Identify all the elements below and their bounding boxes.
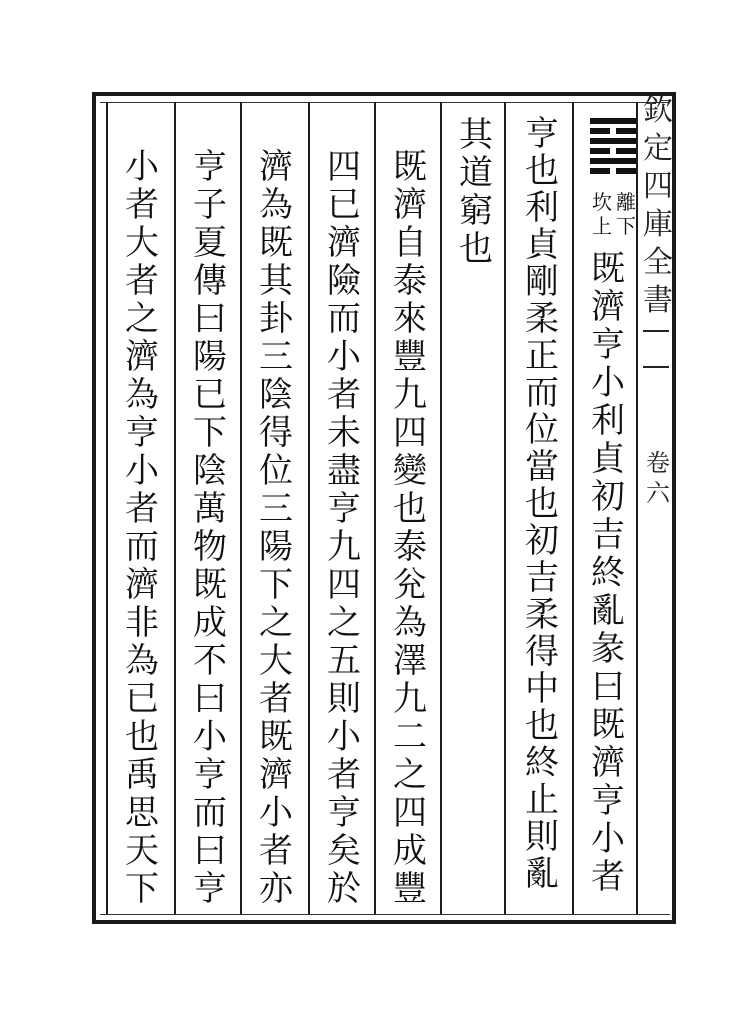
column-char: 剛 xyxy=(525,262,559,302)
margin-char: 庫 xyxy=(643,207,673,242)
column-char: 泰 xyxy=(393,261,427,301)
column-char: 三 xyxy=(259,489,293,529)
column-char: 也 xyxy=(525,706,559,746)
column-char: 陽 xyxy=(259,527,293,567)
column-rule xyxy=(174,102,176,914)
column-char: 濟 xyxy=(259,147,293,187)
column-char: 貞 xyxy=(525,225,559,265)
column-char: 者 xyxy=(259,831,293,871)
column-char: 已 xyxy=(193,375,227,415)
column-rule xyxy=(308,102,310,914)
column-char: 卦 xyxy=(259,299,293,339)
column-char: 亨 xyxy=(591,781,625,821)
column-char: 三 xyxy=(259,337,293,377)
column-char: 濟 xyxy=(591,287,625,327)
margin-char: 書 xyxy=(643,283,673,318)
column-char: 而 xyxy=(125,527,159,567)
column-char: 亨 xyxy=(525,114,559,154)
column-char: 亨 xyxy=(327,793,361,833)
column-char: 變 xyxy=(393,451,427,491)
column-char: 既 xyxy=(393,147,427,187)
hexagram-broken-line xyxy=(590,148,636,154)
column-char: 小 xyxy=(327,717,361,757)
column-char: 位 xyxy=(259,451,293,491)
text-column-6 xyxy=(246,148,306,908)
text-column-5 xyxy=(314,148,374,908)
column-char: 四 xyxy=(393,413,427,453)
column-rule xyxy=(440,102,442,914)
column-char: 者 xyxy=(259,679,293,719)
column-char: 下 xyxy=(259,565,293,605)
column-char: 者 xyxy=(327,755,361,795)
column-char: 也 xyxy=(525,151,559,191)
column-char: 亨 xyxy=(125,413,159,453)
margin-juan xyxy=(640,448,676,508)
column-rule xyxy=(374,102,376,914)
column-char: 也 xyxy=(393,489,427,529)
text-column-2 xyxy=(512,116,572,893)
column-char: 亨 xyxy=(193,147,227,187)
column-char: 中 xyxy=(525,669,559,709)
column-char: 大 xyxy=(259,641,293,681)
column-char: 濟 xyxy=(259,755,293,795)
column-char: 濟 xyxy=(591,743,625,783)
column-char: 豐 xyxy=(393,337,427,377)
column-char: 小 xyxy=(125,451,159,491)
column-char: 曰 xyxy=(193,679,227,719)
column-char: 陰 xyxy=(259,375,293,415)
column-char: 九 xyxy=(393,679,427,719)
column-char: 吉 xyxy=(525,558,559,598)
hexagram-broken-line xyxy=(590,128,636,134)
column-char: 既 xyxy=(259,717,293,757)
column-char: 也 xyxy=(525,484,559,524)
fishtail-mark xyxy=(643,330,669,368)
column-char: 小 xyxy=(259,793,293,833)
column-char: 禹 xyxy=(125,755,159,795)
column-char: 四 xyxy=(393,793,427,833)
column-char: 得 xyxy=(525,632,559,672)
column-char: 而 xyxy=(327,299,361,339)
text-column-7 xyxy=(180,148,240,908)
margin-char: 全 xyxy=(643,245,673,280)
text-column-8 xyxy=(112,148,172,908)
column-char: 者 xyxy=(327,375,361,415)
column-char: 盡 xyxy=(327,451,361,491)
column-char: 豐 xyxy=(393,869,427,909)
column-char: 濟 xyxy=(125,565,159,605)
column-char: 已 xyxy=(327,185,361,225)
column-char: 也 xyxy=(459,229,493,269)
margin-char: 欽 xyxy=(643,93,673,128)
column-char: 貞 xyxy=(591,439,625,479)
column-char: 物 xyxy=(193,527,227,567)
column-char: 為 xyxy=(393,603,427,643)
column-char: 為 xyxy=(125,641,159,681)
column-char: 止 xyxy=(525,780,559,820)
column-char: 者 xyxy=(591,857,625,897)
column-char: 四 xyxy=(327,147,361,187)
column-char: 亂 xyxy=(591,591,625,631)
column-char: 當 xyxy=(525,447,559,487)
hexagram-note-left: 坎 上 xyxy=(592,190,612,238)
column-char: 則 xyxy=(525,817,559,857)
column-char: 險 xyxy=(327,261,361,301)
column-char: 既 xyxy=(591,249,625,289)
text-column-4 xyxy=(380,148,440,908)
column-char: 不 xyxy=(193,641,227,681)
column-char: 利 xyxy=(525,188,559,228)
column-char: 小 xyxy=(327,337,361,377)
column-char: 終 xyxy=(525,743,559,783)
column-char: 萬 xyxy=(193,489,227,529)
column-char: 柔 xyxy=(525,595,559,635)
column-char: 濟 xyxy=(327,223,361,263)
column-char: 之 xyxy=(125,299,159,339)
column-char: 既 xyxy=(591,705,625,745)
column-char: 天 xyxy=(125,831,159,871)
column-char: 九 xyxy=(393,375,427,415)
column-char: 自 xyxy=(393,223,427,263)
column-char: 泰 xyxy=(393,527,427,567)
column-char: 五 xyxy=(327,641,361,681)
column-char: 亨 xyxy=(327,489,361,529)
column-char: 大 xyxy=(125,223,159,263)
column-char: 來 xyxy=(393,299,427,339)
hexagram-solid-line xyxy=(590,158,636,164)
column-char: 陰 xyxy=(193,451,227,491)
column-char: 夏 xyxy=(193,223,227,263)
column-char: 曰 xyxy=(193,299,227,339)
column-char: 於 xyxy=(327,869,361,909)
column-char: 亂 xyxy=(525,854,559,894)
column-char: 吉 xyxy=(591,515,625,555)
column-char: 亨 xyxy=(193,869,227,909)
column-char: 矣 xyxy=(327,831,361,871)
column-char: 已 xyxy=(125,679,159,719)
column-char: 兊 xyxy=(393,565,427,605)
column-char: 位 xyxy=(525,410,559,450)
column-char: 利 xyxy=(591,401,625,441)
column-char: 之 xyxy=(327,603,361,643)
margin-char: 卷 xyxy=(646,449,670,477)
frame-inner-bottom-line xyxy=(100,914,670,915)
column-char: 亨 xyxy=(591,325,625,365)
column-char: 成 xyxy=(193,603,227,643)
column-char: 者 xyxy=(125,185,159,225)
margin-char: 四 xyxy=(643,169,673,204)
margin-char: 定 xyxy=(643,131,673,166)
column-char: 窮 xyxy=(459,191,493,231)
column-char: 濟 xyxy=(125,337,159,377)
column-rule xyxy=(240,102,242,914)
column-char: 終 xyxy=(591,553,625,593)
column-char: 曰 xyxy=(591,667,625,707)
column-char: 九 xyxy=(327,527,361,567)
column-char: 其 xyxy=(259,261,293,301)
column-char: 子 xyxy=(193,185,227,225)
column-char: 為 xyxy=(259,185,293,225)
column-char: 既 xyxy=(193,565,227,605)
hexagram-note-right: 離 下 xyxy=(616,190,636,238)
column-char: 陽 xyxy=(193,337,227,377)
hexagram-broken-line xyxy=(590,168,636,174)
column-char: 四 xyxy=(327,565,361,605)
column-char: 下 xyxy=(125,869,159,909)
column-char: 二 xyxy=(393,717,427,757)
column-char: 澤 xyxy=(393,641,427,681)
column-char: 者 xyxy=(125,489,159,529)
column-char: 正 xyxy=(525,336,559,376)
column-char: 成 xyxy=(393,831,427,871)
text-column-3 xyxy=(446,116,506,268)
hexagram-solid-line xyxy=(590,138,636,144)
column-char: 下 xyxy=(193,413,227,453)
column-char: 亨 xyxy=(193,755,227,795)
column-char: 而 xyxy=(193,793,227,833)
hexagram-symbol xyxy=(590,118,636,178)
column-char: 彖 xyxy=(591,629,625,669)
column-char: 則 xyxy=(327,679,361,719)
column-char: 之 xyxy=(259,603,293,643)
column-char: 小 xyxy=(125,147,159,187)
column-char: 其 xyxy=(459,115,493,155)
hexagram-solid-line xyxy=(590,118,636,124)
margin-char: 六 xyxy=(646,479,670,507)
column-char: 未 xyxy=(327,413,361,453)
column-char: 小 xyxy=(591,819,625,859)
column-char: 亦 xyxy=(259,869,293,909)
column-char: 為 xyxy=(125,375,159,415)
margin-title xyxy=(640,92,676,320)
column-rule xyxy=(106,102,108,914)
column-char: 之 xyxy=(393,755,427,795)
column-char: 曰 xyxy=(193,831,227,871)
column-char: 小 xyxy=(591,363,625,403)
column-char: 初 xyxy=(591,477,625,517)
column-char: 也 xyxy=(125,717,159,757)
column-rule xyxy=(572,102,574,914)
column-char: 思 xyxy=(125,793,159,833)
frame-inner-top-line xyxy=(100,102,670,103)
column-char: 初 xyxy=(525,521,559,561)
column-char: 得 xyxy=(259,413,293,453)
column-char: 非 xyxy=(125,603,159,643)
column-char: 而 xyxy=(525,373,559,413)
column-char: 小 xyxy=(193,717,227,757)
column-char: 柔 xyxy=(525,299,559,339)
column-char: 既 xyxy=(259,223,293,263)
text-column-1 xyxy=(578,250,638,896)
column-char: 道 xyxy=(459,153,493,193)
column-char: 傳 xyxy=(193,261,227,301)
column-char: 者 xyxy=(125,261,159,301)
column-char: 濟 xyxy=(393,185,427,225)
